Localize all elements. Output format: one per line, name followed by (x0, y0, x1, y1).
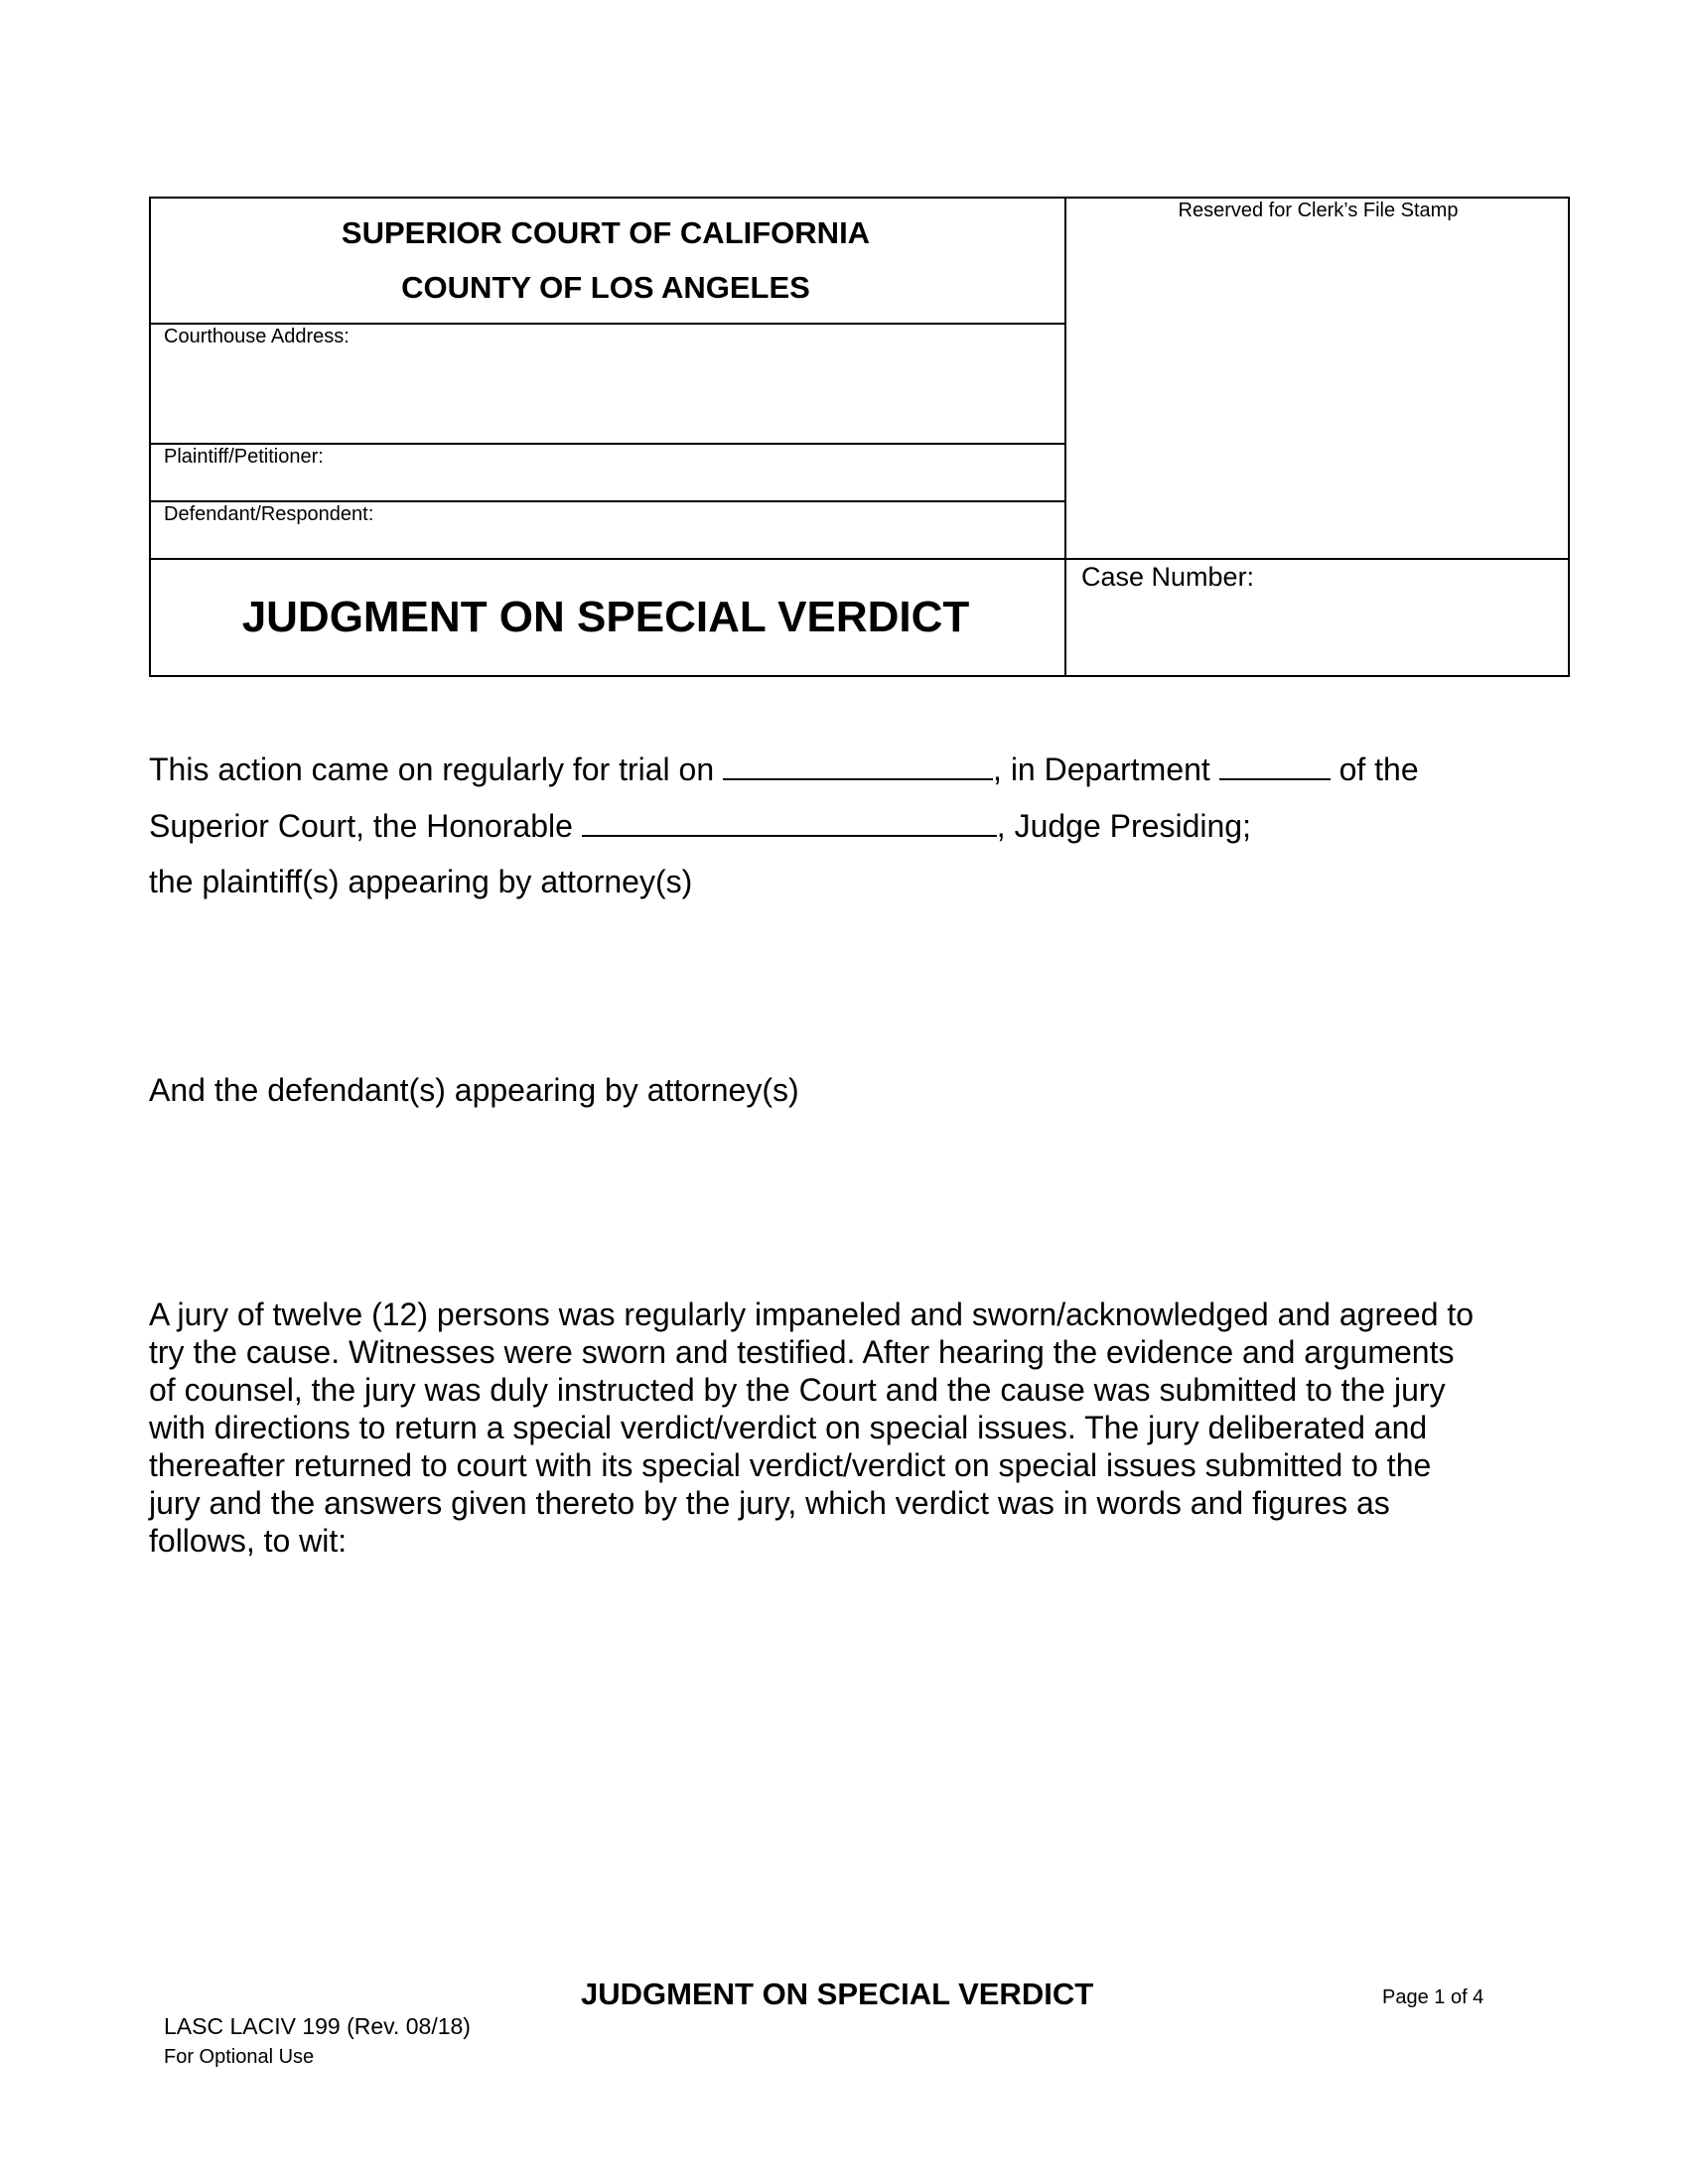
paragraph-line: A jury of twelve (12) persons was regularly impaneled and sworn/acknowledged and agreed to (149, 1297, 1475, 1332)
trial-text-a: This action came on regularly for trial on (149, 751, 724, 787)
department-blank[interactable] (1219, 752, 1331, 780)
footer-title: JUDGMENT ON SPECIAL VERDICT (581, 1977, 1094, 2011)
trial-text-b: , in Department (993, 751, 1219, 787)
page-number: Page 1 of 4 (1382, 1986, 1484, 2008)
paragraph-line: jury and the answers given thereto by the jury, which verdict was in words and figures as (149, 1485, 1390, 1521)
paragraph-line: follows, to wit: (149, 1523, 348, 1559)
trial-date-blank[interactable] (723, 752, 993, 780)
clerk-stamp-label: Reserved for Clerk’s File Stamp (1178, 200, 1459, 221)
paragraph-line: with directions to return a special verdict/verdict on special issues. The jury deliberated and (149, 1410, 1428, 1445)
jury-paragraph (149, 1296, 1559, 1560)
divider-below-plaintiff (149, 500, 1065, 502)
county-name: COUNTY OF LOS ANGELES (401, 270, 810, 305)
defendant-label: Defendant/Respondent: (164, 503, 374, 525)
plaintiff-label: Plaintiff/Petitioner: (164, 446, 324, 468)
defendant-attorney-line: And the defendant(s) appearing by attorney(s) (149, 1072, 799, 1108)
caption-center-divider (1064, 197, 1066, 677)
case-number-label: Case Number: (1081, 562, 1255, 592)
divider-above-title (149, 558, 1570, 560)
caption-bottom-border (149, 675, 1570, 677)
form-number: LASC LACIV 199 (Rev. 08/18) (164, 2013, 471, 2039)
judge-line (149, 809, 1251, 842)
caption-top-border (149, 197, 1570, 199)
judge-text-a: Superior Court, the Honorable (149, 808, 582, 844)
divider-below-county (149, 323, 1065, 325)
judge-name-blank[interactable] (582, 809, 997, 837)
court-name: SUPERIOR COURT OF CALIFORNIA (341, 215, 871, 250)
courthouse-address-label: Courthouse Address: (164, 326, 350, 347)
paragraph-line: thereafter returned to court with its special verdict/verdict on special issues submitted to the (149, 1447, 1432, 1483)
divider-below-address (149, 443, 1065, 445)
paragraph-line: try the cause. Witnesses were sworn and testified. After hearing the evidence and arguments (149, 1334, 1455, 1370)
plaintiff-attorney-line: the plaintiff(s) appearing by attorney(s) (149, 864, 693, 899)
optional-use-note: For Optional Use (164, 2046, 315, 2068)
judge-text-b: , Judge Presiding; (996, 808, 1251, 844)
document-title: JUDGMENT ON SPECIAL VERDICT (241, 593, 970, 641)
caption-right-border (1568, 197, 1570, 677)
trial-text-c: of the (1330, 751, 1419, 787)
paragraph-line: of counsel, the jury was duly instructed by the Court and the cause was submitted to the jury (149, 1372, 1446, 1408)
trial-line (149, 752, 1419, 785)
